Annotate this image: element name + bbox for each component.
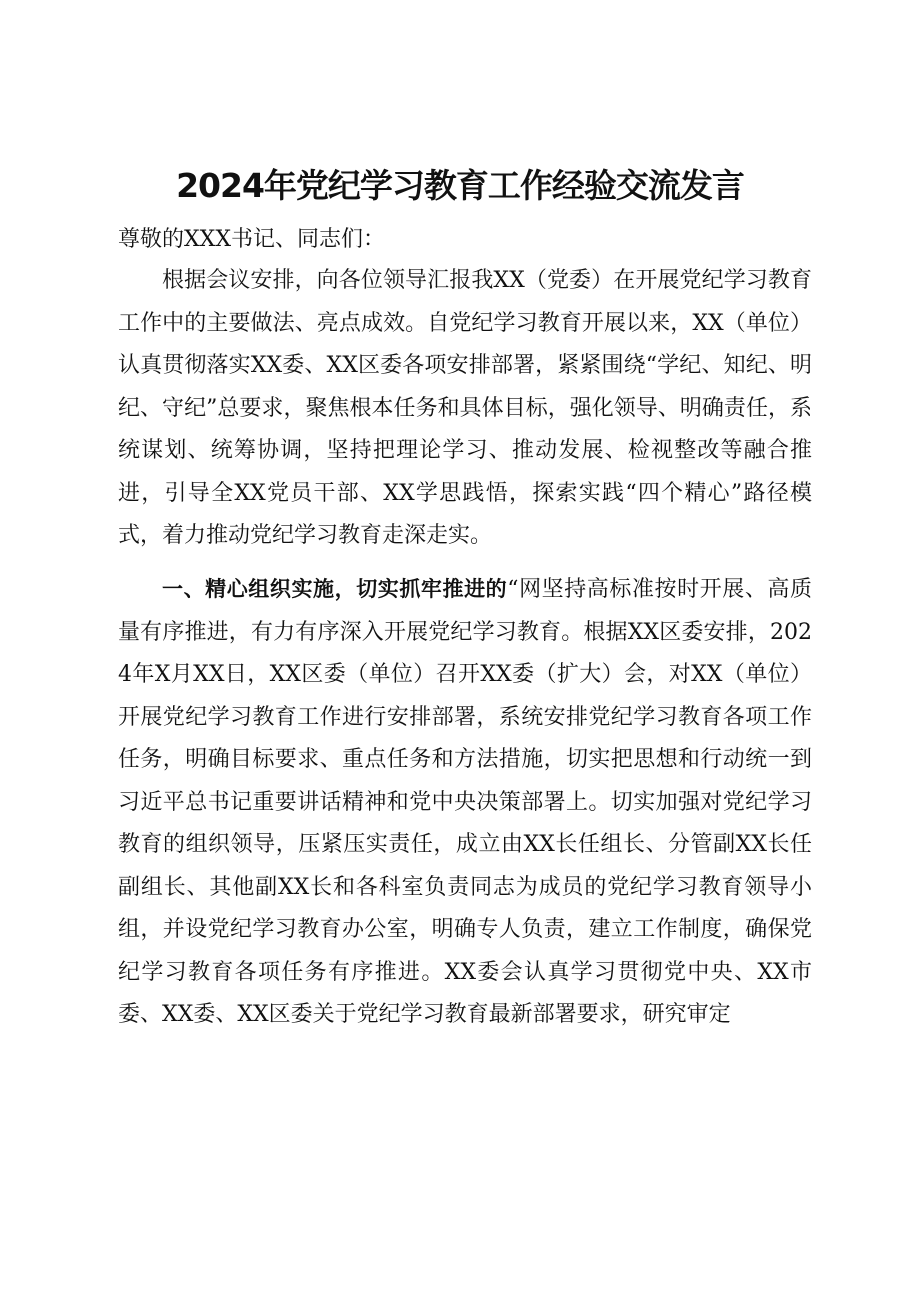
document-title: 2024年党纪学习教育工作经验交流发言 <box>176 166 744 205</box>
greeting-line: 尊敬的XXX书记、同志们： <box>118 227 385 252</box>
section-heading: 一、精心组织实施，切实抓牢推进的 <box>162 577 508 601</box>
paragraph-intro: 根据会议安排，向各位领导汇报我XX（党委）在开展党纪学习教育工作中的主要做法、亮点成效。自党纪学习教育开展以来，XX（单位）认真贯彻落实XX委、XX区委各项安排部署，紧紧围绕“学纪、知纪、明纪、守纪”总要求，聚焦根本任务和具体目标，强化领导、明确责任，系统谋划、统筹协调，坚持把理论学习、推动发展、检视整改等融合推进，引导全XX党员干部、XX学思践悟，探索实践“四个精心”路径模式，着力推动党纪学习教育走深走实。 <box>118 268 812 548</box>
paragraph-section-one <box>118 568 812 1037</box>
section-body: “网坚持高标准按时开展、高质量有序推进，有力有序深入开展党纪学习教育。根据XX区委安排，2024年X月XX日，XX区委（单位）召开XX委（扩大）会，对XX（单位）开展党纪学习教育工作进行安排部署，系统安排党纪学习教育各项工作任务，明确目标要求、重点任务和方法措施，切实把思想和行动统一到习近平总书记重要讲话精神和党中央决策部署上。切实加强对党纪学习教育的组织领导，压紧压实责任，成立由XX长任组长、分管副XX长任副组长、其他副XX长和各科室负责同志为成员的党纪学习教育领导小组，并设党纪学习教育办公室，明确专人负责，建立工作制度，确保党纪学习教育各项任务有序推进。XX委会认真学习贯彻党中央、XX市委、XX委、XX区委关于党纪学习教育最新部署要求，研究审定 <box>118 577 813 1027</box>
